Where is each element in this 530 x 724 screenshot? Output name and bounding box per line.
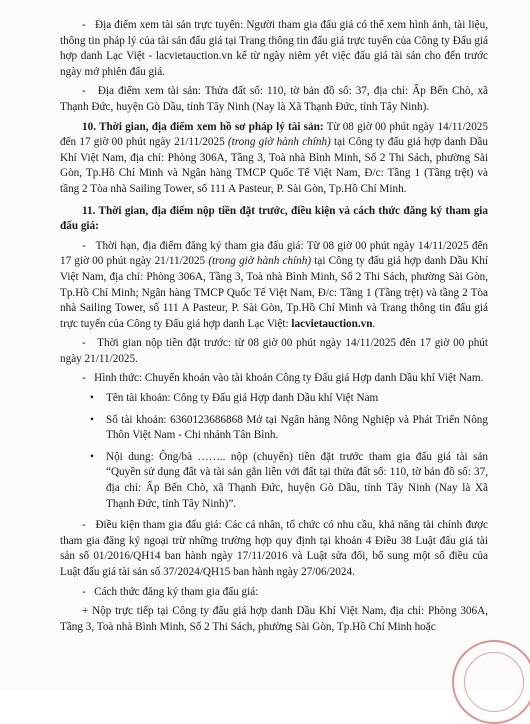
deposit-period-paragraph: - Thời gian nộp tiền đặt trước: từ 08 giờ 00 phút ngày 14/11/2025 đến 17 giờ 00 phút ngày 21/11/2025. [60,337,489,365]
list-item: • Tên tài khoản: Công ty Đấu giá Hợp danh Dầu khí Việt Nam [60,391,488,407]
paragraph-online-viewing: - Địa điểm xem tài sản trực tuyến: Người tham gia đấu giá có thể xem hình ảnh, tài liệu, thông tin pháp lý của tài sản đấu giá tại Trang thông tin đấu giá trực tuyến của Công ty Đấu giá hợp danh Lạc Việt - lacvietauction.vn kể từ ngày niêm yết việc đấu giá tài sản cho đến trước ngày mở phiên đấu giá. [60,19,488,78]
section-10-heading: 10. Thời gian, địa điểm xem hồ sơ pháp lý tài sản: [82,120,324,133]
list-item: • Nội dung: Ông/bà …….. nộp (chuyển) tiền đặt trước tham gia đấu giá tài sản “Quyền sử dụng đất và tài sản gắn liền với đất tại thửa đất số: 110, tờ bản đồ số: 37, địa chỉ: Ấp Bến Chò, xã Thạnh Đức, huyện Gò Dầu, tỉnh Tây Ninh (Nay là Xã Thạnh Đức, tỉnh Tây Ninh)”. [90,450,488,510]
direct-submission-paragraph: + Nộp trực tiếp tại Công ty đấu giá hợp danh Dầu Khí Việt Nam, địa chỉ: Phòng 306A, Tầng 3, Toà nhà Bình Minh, Số 2 Thi Sách, phường Sài Gòn, Tp.Hồ Chí Minh hoặc [60,605,488,633]
list-item: • Số tài khoản: 6360123686868 Mở tại Ngân hàng Nông Nghiệp và Phát Triển Nông Thôn Việt Nam - Chi nhánh Tân Bình. [90,413,488,442]
account-details-list [60,391,488,512]
site-viewing-text: Địa điểm xem tài sản: Thửa đất số: 110, tờ bản đồ số: 37, địa chỉ: Ấp Bến Chò, xã Thạnh Đức, huyện Gò Dầu, tỉnh Tây Ninh (Nay là Xã Thạnh Đức, tỉnh Tây Ninh). [60,85,489,113]
payment-method-paragraph: - Hình thức: Chuyển khoản vào tài khoản Công ty Đấu giá Hợp danh Dầu khí Việt Nam. [82,372,484,385]
paragraph-site-viewing: - Địa điểm xem tài sản: Thửa đất số: 110, tờ bản đồ số: 37, địa chỉ: Ấp Bến Chò, xã Thạnh Đức, huyện Gò Dầu, tỉnh Tây Ninh (Nay là Xã Thạnh Đức, tỉnh Tây Ninh). [60,85,489,113]
auction-website-link[interactable]: lacvietauction.vn [291,317,373,330]
bullet-icon: • [90,450,94,463]
online-viewing-text: Địa điểm xem tài sản trực tuyến: Người tham gia đấu giá có thể xem hình ảnh, tài liệu, thông tin pháp lý của tài sản đấu giá tại Trang thông tin đấu giá trực tuyến của Công ty Đấu giá hợp danh Lạc Việt - lacvietauction.vn kể từ ngày niêm yết việc đấu giá tài sản cho đến trước ngày mở phiên đấu giá. [60,19,488,78]
section-11-heading: 11. Thời gian, địa điểm nộp tiền đặt trước, điều kiện và cách thức đăng ký tham gia đấu giá: [60,204,488,233]
registration-period-paragraph: - Thời hạn, địa điểm đăng ký tham gia đấu giá: Từ 08 giờ 00 phút ngày 14/11/2025 đến 17 giờ 00 phút ngày 21/11/2025 (trong giờ hành chính) tại Công ty đấu giá hợp danh Dầu Khí Việt Nam, địa chỉ: Phòng 306A, Tầng 3, Toà nhà Bình Minh, Số 2 Thi Sách, phường Sài Gòn, Tp.Hồ Chí Minh; Ngân hàng TMCP Quốc Tế Việt Nam, Đ/c: Tầng 1 (Tầng trệt) và tầng 2 Tòa nhà Sailing Tower, số 111 A Pasteur, P. Sài Gòn, Tp.Hồ Chí Minh và Trang thông tin đấu giá trực tuyến của Công ty Đấu giá hợp danh Lạc Việt: lacvietauction.vn. [60,239,488,330]
section-10: 10. Thời gian, địa điểm xem hồ sơ pháp lý tài sản: Từ 08 giờ 00 phút ngày 14/11/2025 đến 17 giờ 00 phút ngày 21/11/2025 (trong giờ hành chính) tại Công ty đấu giá hợp danh Dầu Khí Việt Nam, địa chỉ: Phòng 306A, Tầng 3, Toà nhà Bình Minh, Số 2 Thi Sách, phường Sài Gòn, Tp.Hồ Chí Minh và Ngân hàng TMCP Quốc Tế Việt Nam, Đ/c: Tầng 1 (Tầng trệt) và tầng 2 Tòa nhà Sailing Tower, số 111 A Pasteur, P. Sài Gòn, Tp.Hồ Chí Minh. [60,120,488,195]
company-seal-stamp [452,640,530,724]
registration-method-paragraph: - Cách thức đăng ký tham gia đấu giá: [82,585,259,598]
eligibility-paragraph: - Điều kiện tham gia đấu giá: Các cá nhân, tổ chức có nhu cầu, khả năng tài chính được tham gia đăng ký ngoại trừ những trường hợp quy định tại khoản 4 Điều 38 Luật đấu giá tài sản số 01/2016/QH14 ban hành ngày 17/11/2016 và Luật sửa đổi, bổ sung một số điều của Luật đấu giá tài sản số 37/2024/QH15 ban hành ngày 27/06/2024. [60,519,488,578]
bullet-icon: • [90,413,94,426]
seal-inner-ring [464,652,524,712]
bullet-icon: • [90,392,94,405]
